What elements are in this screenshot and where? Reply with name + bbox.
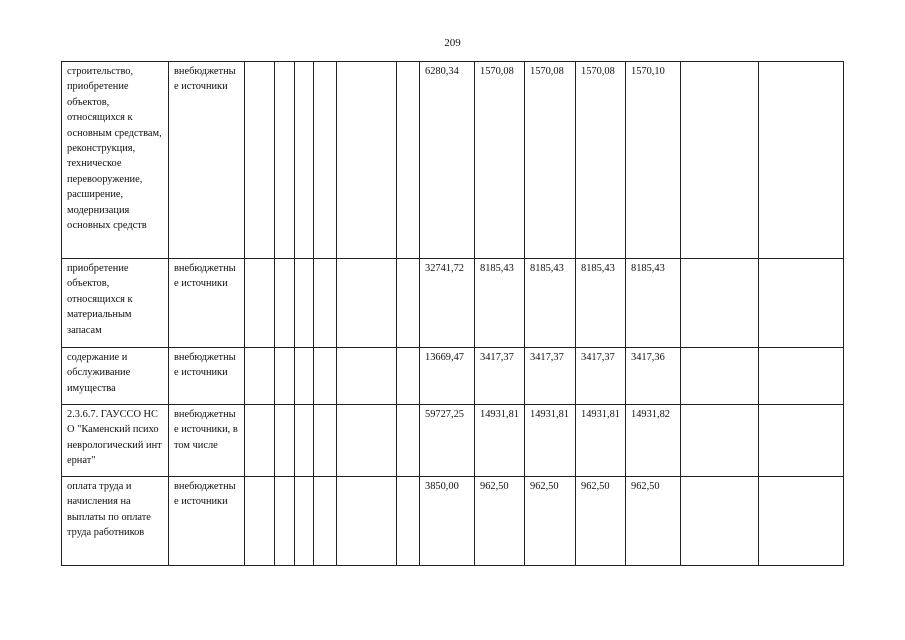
empty-cell [397,405,420,477]
empty-cell [295,477,314,566]
empty-cell [759,62,844,259]
total-amount-cell: 59727,25 [420,405,475,477]
funding-source-cell: внебюджетные источники, в том числе [169,405,245,477]
empty-cell [314,348,337,405]
empty-cell [295,62,314,259]
year-2-amount-cell: 1570,08 [525,62,576,259]
funding-source-cell: внебюджетные источники [169,477,245,566]
year-3-amount-cell: 8185,43 [576,259,626,348]
year-4-amount-cell: 962,50 [626,477,681,566]
year-4-amount-cell: 8185,43 [626,259,681,348]
page-number: 209 [444,37,461,49]
empty-cell [295,348,314,405]
year-4-amount-cell: 14931,82 [626,405,681,477]
year-2-amount-cell: 14931,81 [525,405,576,477]
total-amount-cell: 13669,47 [420,348,475,405]
empty-cell [314,62,337,259]
empty-cell [759,477,844,566]
empty-cell [681,62,759,259]
table-row [62,348,844,405]
empty-cell [759,348,844,405]
table-row [62,259,844,348]
funding-source-cell: внебюджетные источники [169,348,245,405]
year-3-amount-cell: 962,50 [576,477,626,566]
total-amount-cell: 3850,00 [420,477,475,566]
empty-cell [275,348,295,405]
year-1-amount-cell: 3417,37 [475,348,525,405]
year-1-amount-cell: 14931,81 [475,405,525,477]
funding-source-cell: внебюджетные источники [169,62,245,259]
empty-cell [245,405,275,477]
measure-name-cell: строительство, приобретение объектов, относящихся к основным средствам, реконструкция, техническое перевооружение, расширение, модернизация основных средств [62,62,169,259]
measure-name-cell: оплата труда и начисления на выплаты по оплате труда работников [62,477,169,566]
empty-cell [245,259,275,348]
year-3-amount-cell: 14931,81 [576,405,626,477]
empty-cell [245,62,275,259]
empty-cell [337,477,397,566]
empty-cell [314,259,337,348]
empty-cell [681,259,759,348]
empty-cell [337,405,397,477]
table-row [62,477,844,566]
year-2-amount-cell: 3417,37 [525,348,576,405]
empty-cell [275,405,295,477]
year-4-amount-cell: 3417,36 [626,348,681,405]
funding-source-cell: внебюджетные источники [169,259,245,348]
year-1-amount-cell: 962,50 [475,477,525,566]
total-amount-cell: 32741,72 [420,259,475,348]
empty-cell [314,477,337,566]
year-2-amount-cell: 8185,43 [525,259,576,348]
empty-cell [275,259,295,348]
empty-cell [681,348,759,405]
empty-cell [337,348,397,405]
empty-cell [245,477,275,566]
year-1-amount-cell: 8185,43 [475,259,525,348]
total-amount-cell: 6280,34 [420,62,475,259]
empty-cell [295,405,314,477]
empty-cell [759,259,844,348]
table-row [62,62,844,259]
table-row [62,405,844,477]
year-3-amount-cell: 3417,37 [576,348,626,405]
measure-name-cell: приобретение объектов, относящихся к материальным запасам [62,259,169,348]
measure-name-cell: содержание и обслуживание имущества [62,348,169,405]
empty-cell [759,405,844,477]
empty-cell [337,62,397,259]
empty-cell [397,477,420,566]
measure-name-cell: 2.3.6.7. ГАУССО НСО "Каменский психоневрологический интернат" [62,405,169,477]
empty-cell [314,405,337,477]
empty-cell [245,348,275,405]
year-2-amount-cell: 962,50 [525,477,576,566]
empty-cell [275,477,295,566]
year-4-amount-cell: 1570,10 [626,62,681,259]
empty-cell [295,259,314,348]
empty-cell [337,259,397,348]
budget-table [61,61,844,566]
empty-cell [397,259,420,348]
empty-cell [397,62,420,259]
empty-cell [681,405,759,477]
empty-cell [681,477,759,566]
year-1-amount-cell: 1570,08 [475,62,525,259]
empty-cell [275,62,295,259]
empty-cell [397,348,420,405]
year-3-amount-cell: 1570,08 [576,62,626,259]
